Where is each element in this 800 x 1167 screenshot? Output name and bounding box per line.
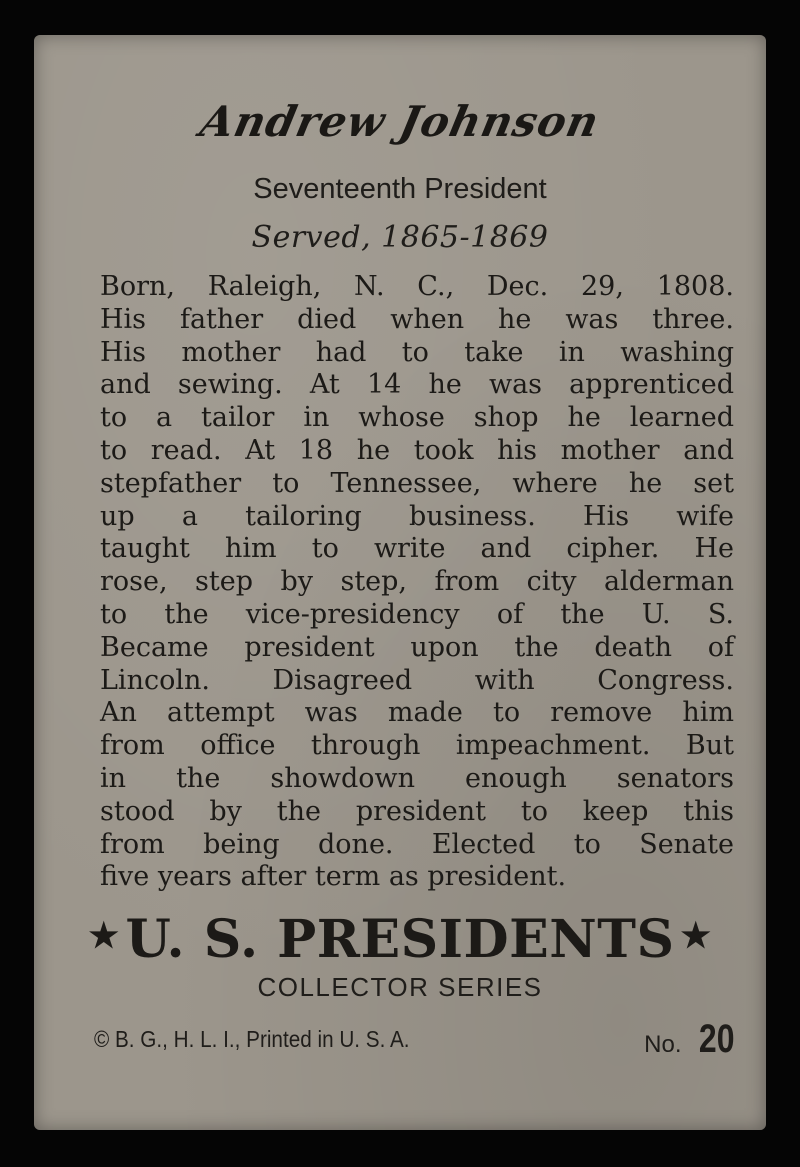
star-icon: ★ [88, 916, 120, 956]
trading-card [34, 35, 766, 1130]
bio-line: taught him to write and cipher. He [100, 533, 734, 565]
president-ordinal: Seventeenth President [253, 173, 547, 205]
card-number [644, 1017, 734, 1062]
card-number-label: No. [644, 1031, 682, 1058]
copyright-notice: © B. G., H. L. I., Printed in U. S. A. [94, 1026, 410, 1052]
bio-line: Born, Raleigh, N. C., Dec. 29, 1808. [100, 271, 734, 302]
term-served: Served, 1865-1869 [251, 220, 549, 255]
bio-line: to read. At 18 he took his mother and [100, 434, 734, 466]
bio-line: stepfather to Tennessee, where he set [100, 467, 734, 499]
bio-line: His father died when he was three. [100, 303, 734, 335]
bio-line: Lincoln. Disagreed with Congress. [100, 664, 734, 696]
bio-line: rose, step by step, from city alderman [100, 566, 734, 598]
bio-line: in the showdown enough senators [100, 762, 734, 794]
series-subtitle: COLLECTOR SERIES [257, 972, 543, 1002]
biography-text [100, 271, 734, 894]
series-title-text: U. S. PRESIDENTS [125, 909, 675, 970]
star-icon: ★ [680, 916, 712, 956]
bio-line: up a tailoring business. His wife [100, 500, 734, 532]
president-signature: Andrew Johnson [196, 97, 604, 146]
bio-line: His mother had to take in washing [100, 336, 734, 368]
bio-line: to the vice-presidency of the U. S. [100, 598, 734, 630]
bio-line: to a tailor in whose shop he learned [100, 402, 734, 434]
bio-line: from being done. Elected to Senate [100, 828, 734, 860]
bio-line: An attempt was made to remove him [100, 697, 734, 729]
series-title [34, 909, 766, 970]
bio-line: and sewing. At 14 he was apprenticed [100, 369, 734, 401]
bio-line: Became president upon the death of [100, 631, 734, 663]
bio-line: from office through impeachment. But [100, 730, 734, 762]
card-number-value: 20 [698, 1017, 734, 1061]
bio-line: stood by the president to keep this [100, 795, 734, 827]
bio-line: five years after term as president. [100, 861, 567, 893]
